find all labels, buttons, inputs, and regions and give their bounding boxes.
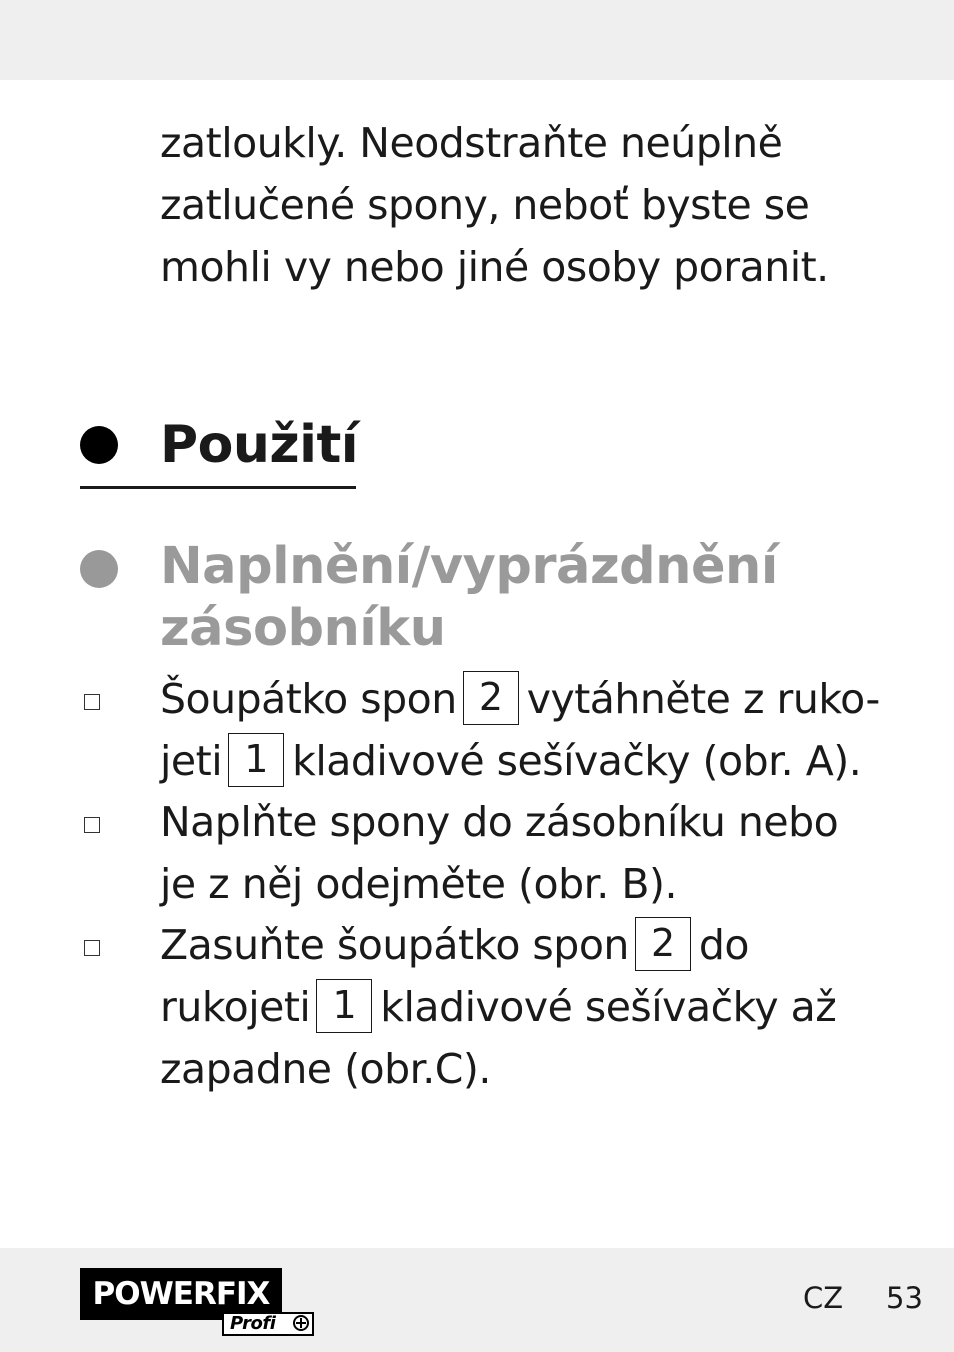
subsection-title — [160, 536, 900, 660]
plus-circle-icon — [293, 1315, 309, 1331]
text-segment: Šoupátko spon — [160, 675, 457, 723]
part-reference: 2 — [463, 671, 519, 725]
section-heading-usage — [80, 410, 359, 489]
paragraph-line: mohli vy nebo jiné osoby poranit. — [160, 243, 829, 291]
instruction-text — [160, 791, 838, 915]
text-segment: kladivové sešívačky až — [380, 983, 837, 1031]
intro-paragraph — [160, 112, 860, 298]
text-segment: rukojeti — [160, 983, 311, 1031]
page-number: 53 — [886, 1281, 923, 1315]
text-segment: jeti — [160, 737, 223, 785]
text-segment: vytáhněte z ruko- — [526, 675, 880, 723]
section-title: Použití — [160, 415, 359, 475]
bullet-icon — [80, 550, 118, 588]
text-segment: do — [698, 921, 750, 969]
bullet-icon — [80, 426, 118, 464]
language-code: CZ — [803, 1281, 844, 1315]
text-segment: Zasuňte šoupátko spon — [160, 921, 629, 969]
brand-logo — [80, 1268, 316, 1338]
paragraph-line: zatloukly. Neodstraňte neúplně — [160, 119, 783, 167]
text-segment: je z něj odejměte (obr. B). — [160, 860, 677, 908]
subsection-title-line: Naplnění/vyprázdnění — [160, 537, 778, 596]
text-segment: zapadne (obr.C). — [160, 1045, 491, 1093]
checkbox-icon — [84, 694, 100, 710]
logo-wordmark: POWERFIX — [80, 1268, 282, 1320]
instruction-text — [160, 914, 836, 1100]
part-reference: 2 — [635, 917, 691, 971]
top-band — [0, 0, 954, 80]
part-reference: 1 — [316, 979, 372, 1033]
text-segment: kladivové sešívačky (obr. A). — [292, 737, 862, 785]
logo-sub-badge — [222, 1312, 314, 1336]
paragraph-line: zatlučené spony, neboť byste se — [160, 181, 810, 229]
logo-sub-text: Profi — [230, 1313, 276, 1334]
subsection-title-line: zásobníku — [160, 599, 446, 658]
text-segment: Naplňte spony do zásobníku nebo — [160, 798, 839, 846]
checkbox-icon — [84, 817, 100, 833]
instruction-text — [160, 668, 880, 792]
checkbox-icon — [84, 940, 100, 956]
part-reference: 1 — [228, 733, 284, 787]
